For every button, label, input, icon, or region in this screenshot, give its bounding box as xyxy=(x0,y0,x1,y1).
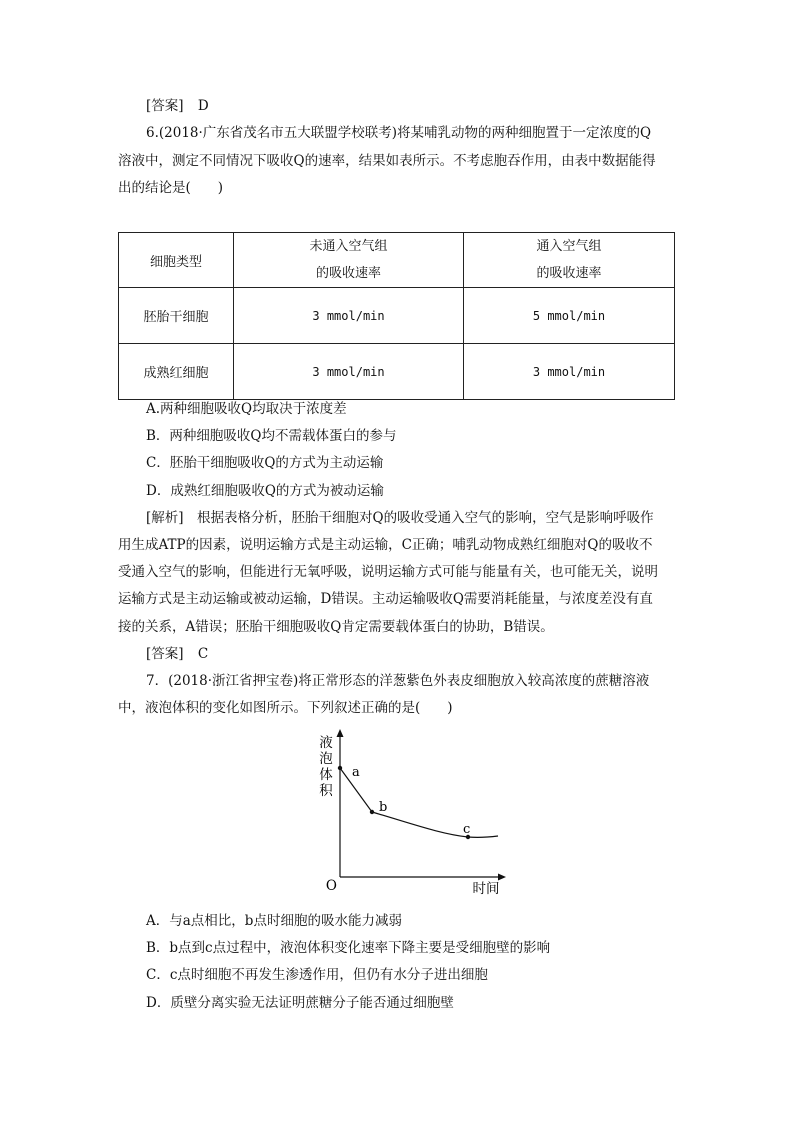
q6-line-1: 6.(2018·广东省茂名市五大联盟学校联考)将某哺乳动物的两种细胞置于一定浓度的Q xyxy=(146,125,652,141)
answer-tag: [答案] xyxy=(146,646,184,662)
cell-type: 成熟红细胞 xyxy=(119,344,234,400)
point-c-label: c xyxy=(463,822,471,837)
origin-label: O xyxy=(325,878,337,894)
x-label: 时间 xyxy=(472,881,500,897)
q7-option-d: D．质壁分离实验无法证明蔗糖分子能否通过细胞壁 xyxy=(146,995,454,1011)
answer-tag: [答案] xyxy=(146,98,184,114)
answer-value: D xyxy=(197,98,209,114)
answer-line-d xyxy=(146,96,209,116)
q6-line-2: 溶液中，测定不同情况下吸收Q的速率，结果如表所示。不考虑胞吞作用，由表中数据能得 xyxy=(118,153,656,169)
q7-line-2: 中，液泡体积的变化如图所示。下列叙述正确的是( ) xyxy=(118,700,453,716)
analysis-line-4: 运输方式是主动运输或被动运输，D错误。主动运输吸收Q需要消耗能量，与浓度差没有直 xyxy=(118,591,653,607)
y-label-char: 体 xyxy=(319,767,333,783)
q7-option-a: A．与a点相比，b点时细胞的吸水能力减弱 xyxy=(146,913,402,929)
cell-air: 3 mmol/min xyxy=(464,344,675,400)
y-label-char: 泡 xyxy=(319,751,333,767)
analysis-line-3: 受通入空气的影响，但能进行无氧呼吸，说明运输方式可能与能量有关，也可能无关，说明 xyxy=(118,564,658,580)
y-label-char: 液 xyxy=(319,735,333,751)
q6-option-b: B．两种细胞吸收Q均不需载体蛋白的参与 xyxy=(146,428,397,444)
q7-option-b: B．b点到c点过程中，液泡体积变化速率下降主要是受细胞壁的影响 xyxy=(146,940,551,956)
y-label-char: 积 xyxy=(319,783,333,799)
q6-option-a: A.两种细胞吸收Q均取决于浓度差 xyxy=(146,401,347,417)
header-cell-air xyxy=(464,233,675,288)
analysis-line-1: [解析] 根据表格分析，胚胎干细胞对Q的吸收受通入空气的影响，空气是影响呼吸作 xyxy=(146,510,654,526)
q6-option-c: C．胚胎干细胞吸收Q的方式为主动运输 xyxy=(146,455,384,471)
table-header-row xyxy=(119,233,675,288)
y-axis-arrow-icon xyxy=(337,729,344,737)
header-type-label: 细胞类型 xyxy=(149,254,202,270)
header-no-air-line2: 的吸收速率 xyxy=(315,266,381,281)
point-b xyxy=(370,810,374,814)
analysis-line-5: 接的关系，A错误；胚胎干细胞吸收Q肯定需要载体蛋白的协助，B错误。 xyxy=(118,619,554,635)
point-b-label: b xyxy=(379,800,388,815)
header-air-line2: 的吸收速率 xyxy=(536,266,602,281)
q6-option-d: D．成熟红细胞吸收Q的方式为被动运输 xyxy=(146,483,384,499)
q7-option-c: C．c点时细胞不再发生渗透作用，但仍有水分子进出细胞 xyxy=(146,967,488,983)
volume-curve xyxy=(340,768,498,837)
vacuole-volume-figure xyxy=(300,725,520,900)
header-cell-type xyxy=(119,233,234,288)
header-cell-no-air xyxy=(234,233,464,288)
header-no-air-line1: 未通入空气组 xyxy=(309,239,388,254)
point-a-label: a xyxy=(352,765,360,780)
table-row xyxy=(119,288,675,344)
table-row xyxy=(119,344,675,400)
absorption-table xyxy=(118,232,675,400)
analysis-line-2: 用生成ATP的因素，说明运输方式是主动运输，C正确；哺乳动物成熟红细胞对Q的吸收不 xyxy=(118,537,653,553)
q7-line-1: 7．(2018·浙江省押宝卷)将正常形态的洋葱紫色外表皮细胞放入较高浓度的蔗糖溶液 xyxy=(146,673,650,689)
cell-type: 胚胎干细胞 xyxy=(119,288,234,344)
cell-no-air: 3 mmol/min xyxy=(234,288,464,344)
x-axis-arrow-icon xyxy=(498,874,506,881)
q6-line-3: 出的结论是( ) xyxy=(118,180,224,196)
answer-value: C xyxy=(197,646,209,662)
answer-line-c xyxy=(146,644,208,664)
point-a xyxy=(338,766,342,770)
cell-no-air: 3 mmol/min xyxy=(234,344,464,400)
header-air-line1: 通入空气组 xyxy=(536,239,602,254)
cell-air: 5 mmol/min xyxy=(464,288,675,344)
